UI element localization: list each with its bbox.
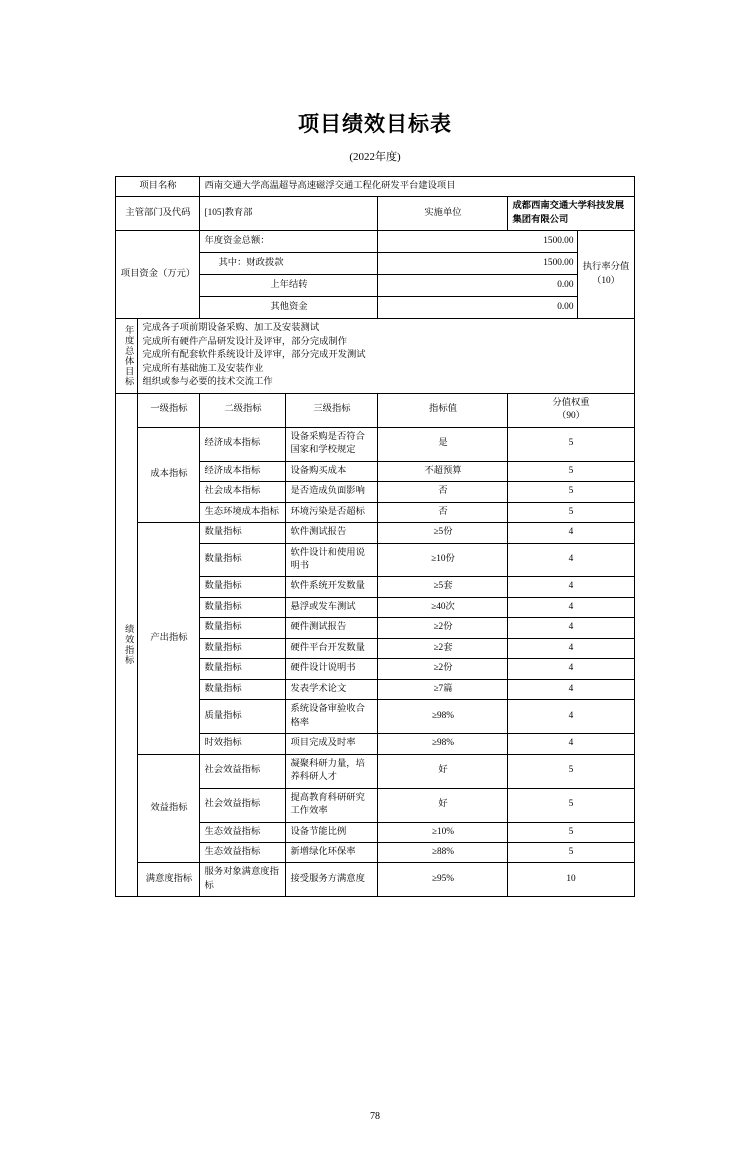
level2: 数量指标 bbox=[200, 543, 286, 577]
indicator-weight: 5 bbox=[508, 482, 634, 502]
indicator-value: ≥2套 bbox=[378, 638, 508, 658]
level2: 数量指标 bbox=[200, 577, 286, 597]
fund-value-0: 1500.00 bbox=[378, 231, 578, 253]
indicator-weight: 4 bbox=[508, 543, 634, 577]
level3: 项目完成及时率 bbox=[286, 734, 378, 754]
indicator-weight: 4 bbox=[508, 679, 634, 699]
page-number: 78 bbox=[370, 1111, 380, 1122]
level2: 经济成本指标 bbox=[200, 427, 286, 461]
indicators-row-label bbox=[116, 393, 138, 897]
table-row bbox=[116, 754, 634, 788]
annual-goal-line-4: 组织或参与必要的技术交流工作 bbox=[142, 377, 273, 388]
level3: 软件测试报告 bbox=[286, 523, 378, 543]
indicator-weight: 4 bbox=[508, 638, 634, 658]
table-row-annual-goal bbox=[116, 319, 634, 393]
col-header-weight-main: 分值权重 bbox=[552, 397, 590, 408]
project-name-label: 项目名称 bbox=[116, 177, 200, 197]
fund-value-3: 0.00 bbox=[378, 297, 578, 319]
document-page bbox=[0, 108, 750, 1168]
exec-rate-sub: （10） bbox=[592, 275, 620, 286]
level1-satisfaction: 满意度指标 bbox=[138, 863, 200, 897]
exec-rate-cell bbox=[578, 231, 634, 319]
page-title: 项目绩效目标表 bbox=[298, 112, 452, 136]
level2: 质量指标 bbox=[200, 700, 286, 734]
table-row-fund-0 bbox=[116, 231, 634, 253]
level2: 数量指标 bbox=[200, 597, 286, 617]
level3: 软件系统开发数量 bbox=[286, 577, 378, 597]
level3: 提高教育科研研究工作效率 bbox=[286, 788, 378, 822]
level3: 发表学术论文 bbox=[286, 679, 378, 699]
indicator-weight: 5 bbox=[508, 822, 634, 842]
indicator-value: ≥2份 bbox=[378, 659, 508, 679]
level1-cost: 成本指标 bbox=[138, 427, 200, 522]
indicator-value: ≥95% bbox=[378, 863, 508, 897]
indicators-row-label-text: 绩效指标 bbox=[122, 624, 133, 666]
annual-goal-line-0: 完成各子项前期设备采购、加工及安装测试 bbox=[142, 323, 320, 334]
col-header-level3: 三级指标 bbox=[286, 393, 378, 427]
level2: 数量指标 bbox=[200, 659, 286, 679]
level3: 接受服务方满意度 bbox=[286, 863, 378, 897]
funds-label: 项目资金（万元） bbox=[116, 231, 200, 319]
table-row bbox=[116, 523, 634, 543]
fund-name-0: 年度资金总额： bbox=[200, 231, 378, 253]
page-subtitle: (2022年度) bbox=[349, 151, 401, 163]
level2: 数量指标 bbox=[200, 523, 286, 543]
indicator-value: ≥10份 bbox=[378, 543, 508, 577]
indicator-weight: 10 bbox=[508, 863, 634, 897]
dept-label: 主管部门及代码 bbox=[116, 197, 200, 231]
indicator-value: 好 bbox=[378, 788, 508, 822]
unit-value: 成都西南交通大学科技发展集团有限公司 bbox=[508, 197, 634, 231]
indicator-weight: 4 bbox=[508, 618, 634, 638]
col-header-weight bbox=[508, 393, 634, 427]
level2: 生态效益指标 bbox=[200, 822, 286, 842]
indicator-weight: 4 bbox=[508, 523, 634, 543]
indicator-weight: 5 bbox=[508, 427, 634, 461]
annual-goal-label bbox=[116, 319, 138, 393]
indicator-value: ≥10% bbox=[378, 822, 508, 842]
level3: 硬件测试报告 bbox=[286, 618, 378, 638]
level3: 环境污染是否超标 bbox=[286, 502, 378, 522]
col-header-weight-sub: （90） bbox=[557, 411, 585, 422]
indicator-weight: 5 bbox=[508, 502, 634, 522]
level2: 数量指标 bbox=[200, 638, 286, 658]
dept-value: [105]教育部 bbox=[200, 197, 378, 231]
annual-goal-content bbox=[138, 319, 634, 393]
indicator-value: 否 bbox=[378, 502, 508, 522]
exec-rate-label: 执行率分值 bbox=[582, 262, 630, 273]
indicator-weight: 4 bbox=[508, 659, 634, 679]
level2: 数量指标 bbox=[200, 618, 286, 638]
fund-value-2: 0.00 bbox=[378, 275, 578, 297]
level3: 凝聚科研力量，培养科研人才 bbox=[286, 754, 378, 788]
annual-goal-line-3: 完成所有基础施工及安装作业 bbox=[142, 363, 264, 374]
indicator-weight: 4 bbox=[508, 597, 634, 617]
indicator-value: ≥98% bbox=[378, 700, 508, 734]
level2: 数量指标 bbox=[200, 679, 286, 699]
table-row-project-name bbox=[116, 177, 634, 197]
level3: 设备采购是否符合国家和学校规定 bbox=[286, 427, 378, 461]
level2: 生态环境成本指标 bbox=[200, 502, 286, 522]
level2: 社会效益指标 bbox=[200, 754, 286, 788]
indicator-value: ≥5套 bbox=[378, 577, 508, 597]
annual-goal-label-text: 年度总体目标 bbox=[122, 325, 133, 387]
performance-goal-table bbox=[115, 176, 634, 897]
level2: 生态效益指标 bbox=[200, 843, 286, 863]
table-row-dept bbox=[116, 197, 634, 231]
level3: 软件设计和使用说明书 bbox=[286, 543, 378, 577]
indicator-value: ≥98% bbox=[378, 734, 508, 754]
level3: 新增绿化环保率 bbox=[286, 843, 378, 863]
indicator-value: ≥2份 bbox=[378, 618, 508, 638]
col-header-level2: 二级指标 bbox=[200, 393, 286, 427]
level2: 社会成本指标 bbox=[200, 482, 286, 502]
fund-name-1: 其中：财政拨款 bbox=[200, 253, 378, 275]
indicator-weight: 5 bbox=[508, 788, 634, 822]
level3: 悬浮或发车测试 bbox=[286, 597, 378, 617]
table-row bbox=[116, 427, 634, 461]
indicator-value: 好 bbox=[378, 754, 508, 788]
table-row bbox=[116, 863, 634, 897]
project-name-value: 西南交通大学高温超导高速磁浮交通工程化研发平台建设项目 bbox=[200, 177, 634, 197]
indicator-weight: 5 bbox=[508, 843, 634, 863]
indicator-weight: 4 bbox=[508, 734, 634, 754]
level1-output: 产出指标 bbox=[138, 523, 200, 755]
annual-goal-line-2: 完成所有配套软件系统设计及评审，部分完成开发测试 bbox=[142, 350, 366, 361]
indicator-value: 不超预算 bbox=[378, 461, 508, 481]
annual-goal-line-1: 完成所有硬件产品研发设计及评审，部分完成制作 bbox=[142, 336, 348, 347]
fund-name-3: 其他资金 bbox=[200, 297, 378, 319]
level3: 设备购买成本 bbox=[286, 461, 378, 481]
indicator-weight: 5 bbox=[508, 754, 634, 788]
unit-label: 实施单位 bbox=[378, 197, 508, 231]
indicator-value: ≥88% bbox=[378, 843, 508, 863]
fund-value-1: 1500.00 bbox=[378, 253, 578, 275]
level2: 时效指标 bbox=[200, 734, 286, 754]
indicator-weight: 4 bbox=[508, 577, 634, 597]
indicator-weight: 5 bbox=[508, 461, 634, 481]
level3: 是否造成负面影响 bbox=[286, 482, 378, 502]
level2: 社会效益指标 bbox=[200, 788, 286, 822]
level3: 硬件设计说明书 bbox=[286, 659, 378, 679]
table-row-indicator-header bbox=[116, 393, 634, 427]
indicator-value: ≥5份 bbox=[378, 523, 508, 543]
fund-name-2: 上年结转 bbox=[200, 275, 378, 297]
col-header-value: 指标值 bbox=[378, 393, 508, 427]
level3: 设备节能比例 bbox=[286, 822, 378, 842]
indicator-value: 是 bbox=[378, 427, 508, 461]
level3: 硬件平台开发数量 bbox=[286, 638, 378, 658]
indicator-value: ≥40次 bbox=[378, 597, 508, 617]
indicator-value: 否 bbox=[378, 482, 508, 502]
level1-benefit: 效益指标 bbox=[138, 754, 200, 863]
col-header-level1: 一级指标 bbox=[138, 393, 200, 427]
indicator-weight: 4 bbox=[508, 700, 634, 734]
level2: 经济成本指标 bbox=[200, 461, 286, 481]
level3: 系统设备审验收合格率 bbox=[286, 700, 378, 734]
level2: 服务对象满意度指标 bbox=[200, 863, 286, 897]
indicator-value: ≥7篇 bbox=[378, 679, 508, 699]
